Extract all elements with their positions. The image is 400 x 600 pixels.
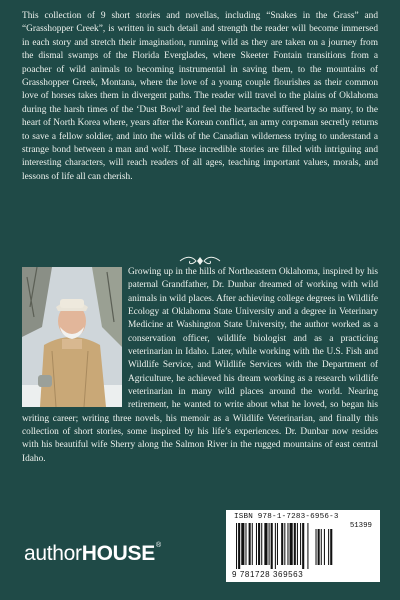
author-bio — [22, 266, 378, 466]
author-bio-text: Growing up in the hills of Northeastern Oklahoma, inspired by his paternal Grandfather, Dr. Dunbar dreamed of working with wild animals in wild places. After achieving college degrees in Wildlife Ecology at Oklahoma State University and a degree in Veterinary Medicine at Washington State University, the author worked as a conservation officer, wildlife biologist and as a practicing veterinarian in Idaho. Later, while working with the U.S. Fish and Wildlife Service, and Wildlife Services with the Department of Agriculture, he achieved his dream working as a research wildlife veterinarian in many wild places around the world. Nearing retirement, he wanted to write about what he loved, so began his writing career; writing three novels, his memoir as a Wildlife Veterinarian, and finally this collection of short stories, some inspired by his life’s experiences. Dr. Dunbar now resides with his beautiful wife Sherry along the Salmon River in the rugged mountains of east central Idaho. — [22, 267, 378, 464]
barcode-bars — [234, 523, 372, 571]
isbn-barcode — [226, 510, 380, 582]
price-code: 51399 — [349, 522, 372, 530]
publisher-logo: authorHOUSE® — [24, 542, 161, 565]
barcode-digits: 9 781728 369563 — [232, 570, 304, 579]
isbn-label: ISBN 978-1-7283-6956-3 — [234, 513, 339, 521]
book-blurb: This collection of 9 short stories and novellas, including “Snakes in the Grass” and “Grasshopper Creek”, is written in such detail and strength the reader will become immersed in each story and stretch their imagination, running wild as they are taken on a journey from the dismal swamps of the Florida Everglades, where Skeeter Fontain transitions from a poacher of wild animals to becoming instrumental in saving them, to the mountains of Grasshopper Greek, Montana, where the love of a young couple flourishes as their common love of horses takes them in divergent paths. The reader will travel to the plains of Oklahoma during the harsh times of the ‘Dust Bowl’ and feel the heartache suffered by so many, to the heart of North Korea where, years after the Korean conflict, an army corpsman secretly returns to save a fellow soldier, and into the wilds of the Canadian wilderness trying to understand a strange bond between a man and wolf. These incredible stories are filled with intriguing and interesting characters, will reach readers of all ages, teaching important values, morals, and lessons of life all can cherish. — [22, 11, 378, 182]
